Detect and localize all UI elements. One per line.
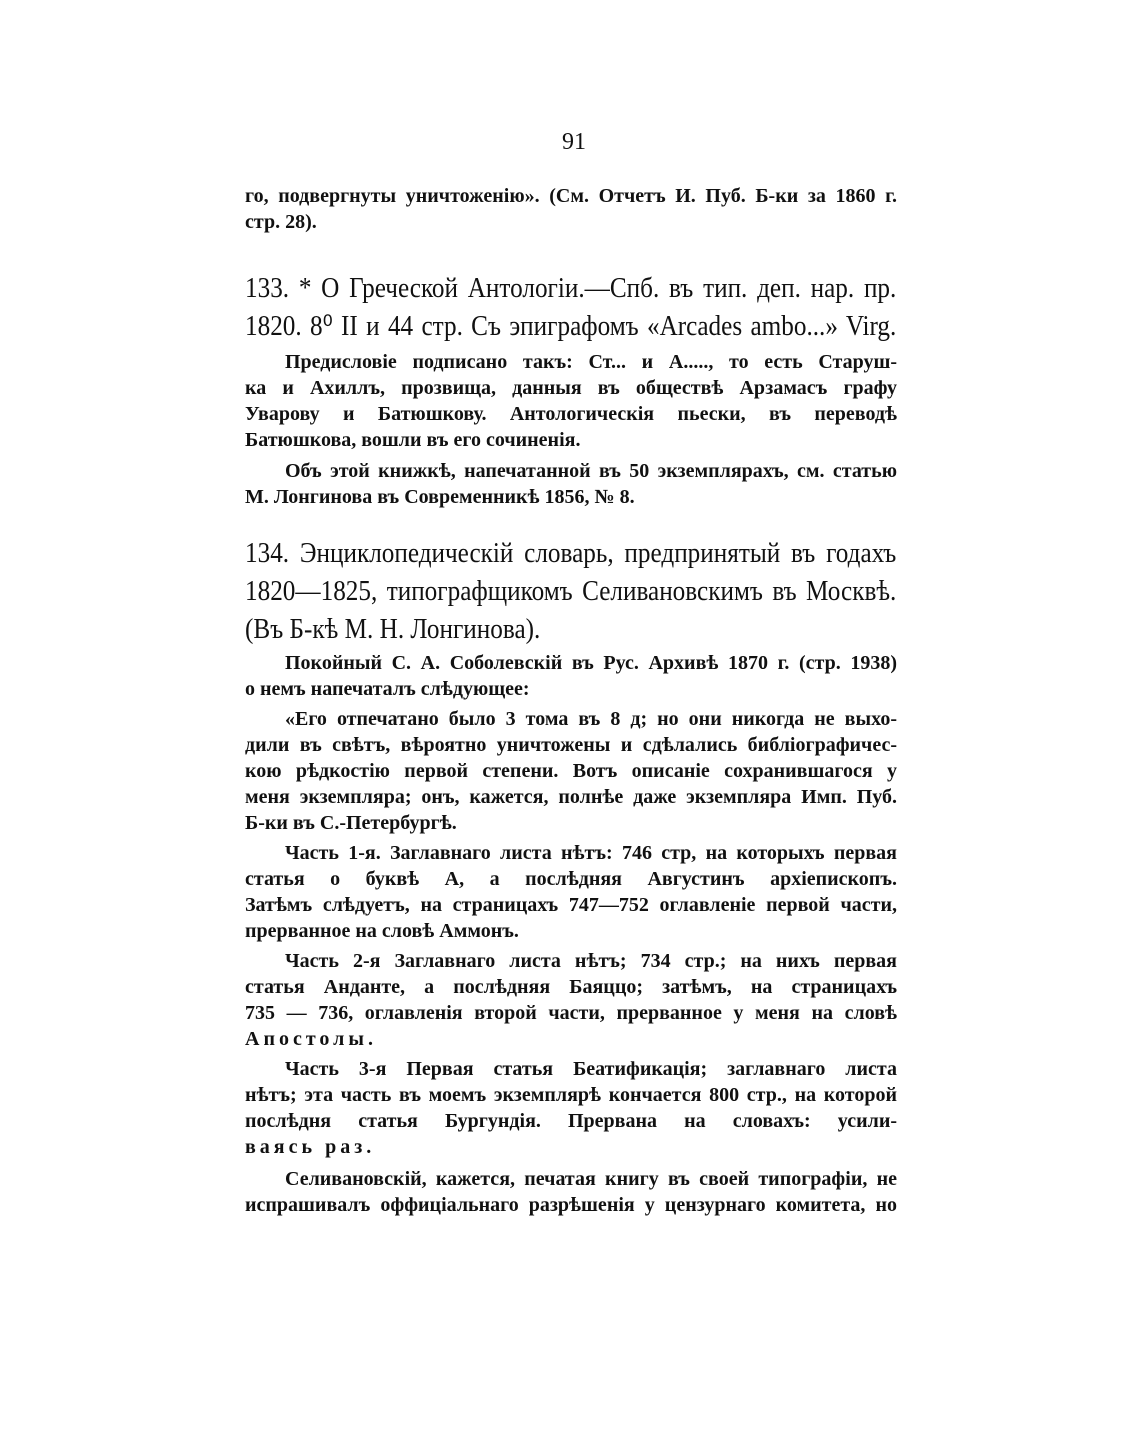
text-line: Апостолы. xyxy=(245,1028,377,1050)
heading-line: (Въ Б-кѣ М. Н. Лонгинова). xyxy=(245,614,541,645)
text-line: 735 — 736, оглавленія второй части, прерванное у меня на словѣ xyxy=(245,1002,897,1024)
text-line: нѣтъ; эта часть въ моемъ экземплярѣ кончается 800 стр., на которой xyxy=(245,1084,897,1106)
text-line: Объ этой книжкѣ, напечатанной въ 50 экземплярахъ, см. статью xyxy=(285,460,897,482)
text-line: дили въ свѣтъ, вѣроятно уничтожены и сдѣлались библіографичес- xyxy=(245,734,897,756)
text-line: Селивановскій, кажется, печатая книгу въ своей типографіи, не xyxy=(285,1168,897,1190)
entry-134-part2-paragraph xyxy=(245,948,897,1052)
text-line: го, подвергнуты уничтоженію». (См. Отчетъ И. Пуб. Б-ки за 1860 г. xyxy=(245,185,897,207)
intro-paragraph xyxy=(245,183,897,235)
text-line: Часть 3-я Первая статья Беатификація; заглавнаго листа xyxy=(285,1058,897,1080)
entry-134-part1-paragraph xyxy=(245,840,897,944)
page-number: 91 xyxy=(562,129,586,155)
heading-line: 133. * О Греческой Антологіи.—Спб. въ тип. деп. нар. пр. xyxy=(245,273,897,304)
text-line: статья Анданте, а послѣдняя Баяццо; затѣмъ, на страницахъ xyxy=(245,976,897,998)
text-line: кою рѣдкостію первой степени. Вотъ описаніе сохранившагося у xyxy=(245,760,897,782)
text-line: послѣдня статья Бургундія. Прервана на словахъ: усили- xyxy=(245,1110,897,1132)
entry-133-preface-paragraph xyxy=(245,349,897,453)
text-line: Часть 1-я. Заглавнаго листа нѣтъ: 746 стр, на которыхъ первая xyxy=(285,842,897,864)
text-line: меня экземпляра; онъ, кажется, полнѣе даже экземпляра Имп. Пуб. xyxy=(245,786,897,808)
text-line: Батюшкова, вошли въ его сочиненія. xyxy=(245,429,581,451)
text-line: ваясь раз. xyxy=(245,1136,376,1158)
text-line: Часть 2-я Заглавнаго листа нѣтъ; 734 стр.; на нихъ первая xyxy=(285,950,897,972)
text-line: статья о буквѣ А, а послѣдняя Августинъ архіепископъ. xyxy=(245,868,897,890)
text-line: испрашивалъ оффиціальнаго разрѣшенія у цензурнаго комитета, но xyxy=(245,1194,897,1216)
entry-133-note-paragraph xyxy=(245,458,897,510)
text-line: Покойный С. А. Соболевскій въ Рус. Архивѣ 1870 г. (стр. 1938) xyxy=(285,652,897,674)
entry-134-closing-paragraph xyxy=(245,1166,897,1218)
heading-line: 1820—1825, типографщикомъ Селивановскимъ въ Москвѣ. xyxy=(245,576,897,607)
entry-134-heading xyxy=(245,535,897,649)
text-line: «Его отпечатано было 3 тома въ 8 д; но они никогда не выхо- xyxy=(285,708,897,730)
text-line: Предисловіе подписано такъ: Ст... и А....., то есть Старуш- xyxy=(285,351,897,373)
text-line: ка и Ахиллъ, прозвища, данныя въ обществѣ Арзамасъ графу xyxy=(245,377,897,399)
text-line: М. Лонгинова въ Современникѣ 1856, № 8. xyxy=(245,486,635,508)
entry-134-part3-paragraph xyxy=(245,1056,897,1160)
text-line: прерванное на словѣ Аммонъ. xyxy=(245,920,519,942)
entry-134-intro-paragraph xyxy=(245,650,897,702)
entry-134-quote-paragraph xyxy=(245,706,897,836)
text-line: Уварову и Батюшкову. Антологическія пьески, въ переводѣ xyxy=(245,403,897,425)
text-line: о немъ напечаталъ слѣдующее: xyxy=(245,678,530,700)
heading-line: 134. Энциклопедическій словарь, предпринятый въ годахъ xyxy=(245,538,897,569)
text-line: Затѣмъ слѣдуетъ, на страницахъ 747—752 оглавленіе первой части, xyxy=(245,894,897,916)
entry-133-heading xyxy=(245,270,897,346)
text-line: стр. 28). xyxy=(245,211,317,233)
heading-line: 1820. 8⁰ II и 44 стр. Съ эпиграфомъ «Arcades ambo...» Virg. xyxy=(245,311,897,342)
text-line: Б-ки въ С.-Петербургѣ. xyxy=(245,812,457,834)
